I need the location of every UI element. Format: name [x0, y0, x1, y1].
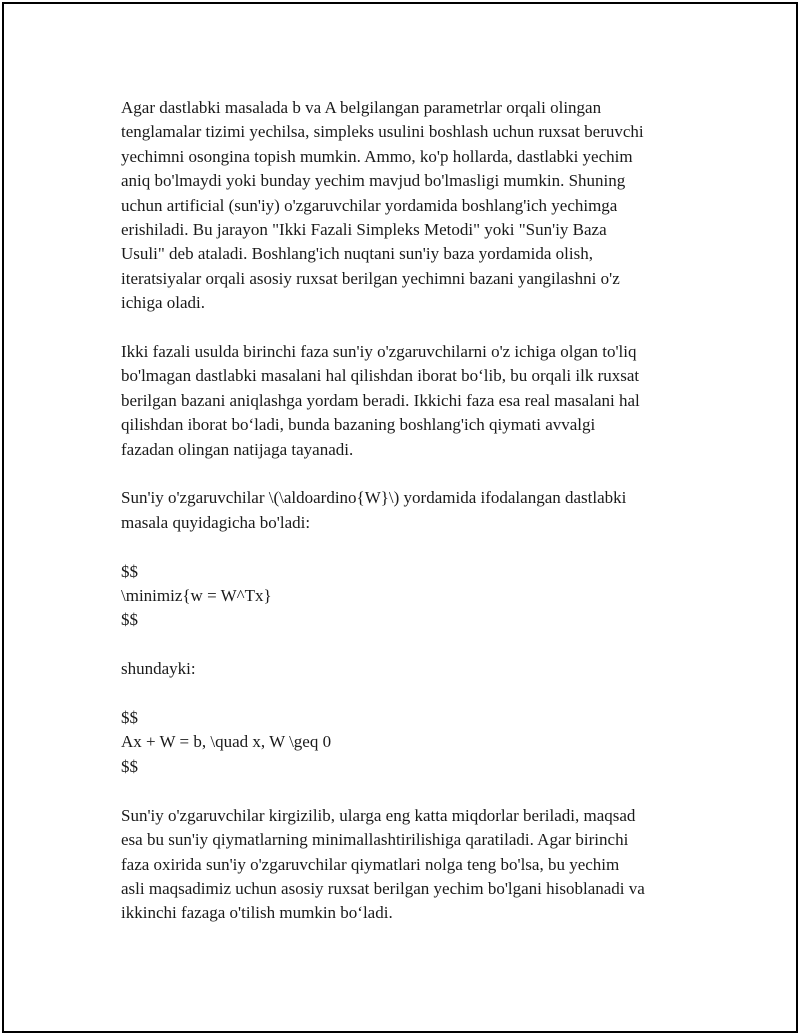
document-body — [121, 96, 701, 950]
paragraph-conclusion: Sun'iy o'zgaruvchilar kirgizilib, ularga eng katta miqdorlar beriladi, maqsad esa bu sun'iy qiymatlarning minimallashtirilishiga qaratiladi. Agar birinchi faza oxirida sun'iy o'zgaruvchilar qiymatlari nolga teng bo'lsa, bu yechim asli maqsadimiz uchun asosiy ruxsat berilgan yechim bo'lgani hisoblanadi va ikkinchi fazaga o'tilish mumkin bo‘ladi. — [121, 805, 645, 923]
paragraph-subject-to: shundayki: — [121, 659, 196, 679]
paragraph-artificial-variables: Sun'iy o'zgaruvchilar \(\aldoardino{W}\) yordamida ifodalangan dastlabki masala quyidagicha bo'ladi: — [121, 488, 627, 532]
math-objective: $$ \minimiz{w = W^Tx} $$ — [121, 561, 272, 630]
math-constraints: $$ Ax + W = b, \quad x, W \geq 0 $$ — [121, 708, 332, 776]
paragraph-two-phase: Ikki fazali usulda birinchi faza sun'iy o'zgaruvchilarni o'z ichiga olgan to'liq bo'lmagan dastlabki masalani hal qilishdan iborat bo‘lib, bu orqali ilk ruxsat berilgan bazani aniqlashga yordam beradi. Ikkichi faza esa real masalani hal qilishdan iborat bo‘ladi, bunda bazaning boshlang'ich qiymati avvalgi fazadan olingan natijaga tayanadi. — [121, 342, 640, 459]
page-border — [2, 2, 798, 1033]
paragraph-intro: Agar dastlabki masalada b va A belgilangan parametrlar orqali olingan tenglamalar tizimi yechilsa, simpleks usulini boshlash uchun ruxsat beruvchi yechimni osongina topish mumkin. Ammo, ko'p hollarda, dastlabki yechim aniq bo'lmaydi yoki bunday yechim mavjud bo'lmasligi mumkin. Shuning uchun artificial (sun'iy) o'zgaruvchilar yordamida boshlang'ich yechimga erishiladi. Bu jarayon "Ikki Fazali Simpleks Metodi" yoki "Sun'iy Baza Usuli" deb ataladi. Boshlang'ich nuqtani sun'iy baza yordamida olish, iteratsiyalar orqali asosiy ruxsat berilgan yechimni bazani yangilashni o'z ichiga oladi. — [121, 98, 644, 313]
